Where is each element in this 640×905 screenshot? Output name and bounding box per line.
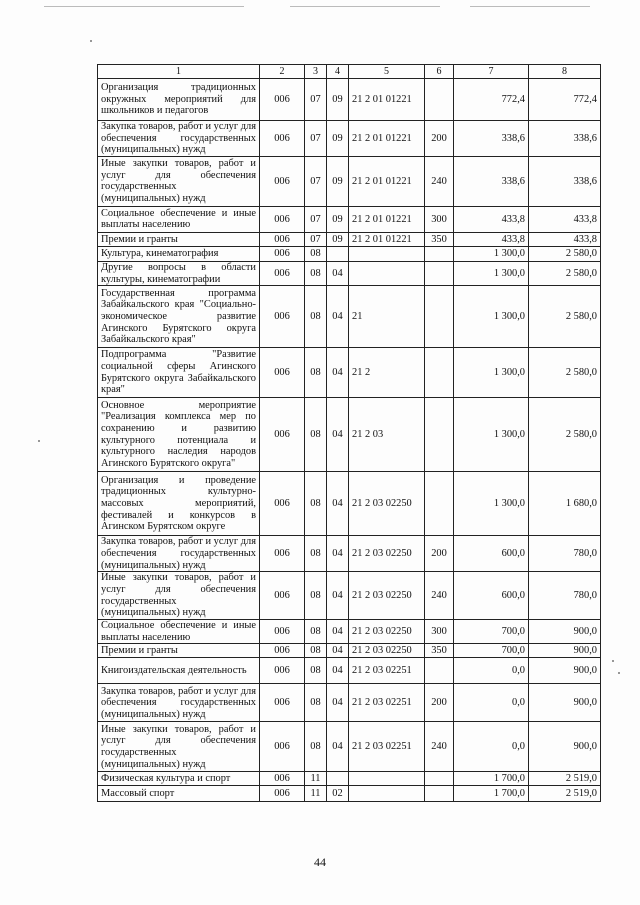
- cell-sum-2: 2 580,0: [529, 398, 601, 472]
- cell-name: Премии и гранты: [98, 644, 260, 658]
- cell-csr: 21 2 03 02250: [349, 620, 425, 644]
- cell-vr: [425, 246, 454, 261]
- cell-sum-1: 700,0: [454, 620, 529, 644]
- cell-csr: [349, 786, 425, 802]
- cell-csr: 21 2 01 01221: [349, 206, 425, 232]
- cell-sum-2: 900,0: [529, 658, 601, 684]
- cell-rz: 07: [305, 79, 327, 121]
- cell-ved: 006: [260, 472, 305, 536]
- cell-ved: 006: [260, 246, 305, 261]
- cell-rz: 07: [305, 206, 327, 232]
- cell-ved: 006: [260, 572, 305, 620]
- table-row: [98, 620, 601, 644]
- column-number: 3: [305, 65, 327, 79]
- cell-vr: [425, 472, 454, 536]
- scan-speck: [612, 660, 614, 662]
- cell-sum-1: 1 300,0: [454, 246, 529, 261]
- cell-csr: 21 2: [349, 348, 425, 398]
- table-row: [98, 79, 601, 121]
- cell-rz: 08: [305, 620, 327, 644]
- table-row: [98, 246, 601, 261]
- cell-ved: 006: [260, 206, 305, 232]
- cell-vr: [425, 786, 454, 802]
- cell-csr: 21 2 01 01221: [349, 121, 425, 157]
- cell-vr: 200: [425, 121, 454, 157]
- cell-sum-1: 600,0: [454, 572, 529, 620]
- table-row: [98, 261, 601, 285]
- cell-ved: 006: [260, 261, 305, 285]
- cell-sum-2: 900,0: [529, 684, 601, 722]
- cell-sum-1: 1 700,0: [454, 772, 529, 786]
- table-row: [98, 472, 601, 536]
- cell-vr: [425, 398, 454, 472]
- cell-sum-1: 0,0: [454, 658, 529, 684]
- table-row: [98, 121, 601, 157]
- cell-pr: 04: [327, 472, 349, 536]
- scan-edge-mark: [44, 6, 244, 7]
- cell-pr: 04: [327, 620, 349, 644]
- cell-name: Книгоиздательская деятельность: [98, 658, 260, 684]
- cell-ved: 006: [260, 658, 305, 684]
- cell-rz: 07: [305, 232, 327, 246]
- cell-sum-2: 2 580,0: [529, 246, 601, 261]
- cell-pr: 09: [327, 232, 349, 246]
- cell-ved: 006: [260, 772, 305, 786]
- cell-name: Государственная программа Забайкальского края "Социально-экономическое развитие Агинского Бурятского округа Забайкальского края": [98, 286, 260, 348]
- cell-sum-2: 338,6: [529, 121, 601, 157]
- cell-sum-1: 1 300,0: [454, 286, 529, 348]
- cell-ved: 006: [260, 644, 305, 658]
- cell-pr: 04: [327, 684, 349, 722]
- cell-rz: 08: [305, 644, 327, 658]
- cell-name: Иные закупки товаров, работ и услуг для обеспечения государственных (муниципальных) нужд: [98, 722, 260, 772]
- column-number: 5: [349, 65, 425, 79]
- cell-rz: 08: [305, 261, 327, 285]
- cell-sum-1: 433,8: [454, 206, 529, 232]
- cell-sum-1: 0,0: [454, 684, 529, 722]
- cell-pr: 09: [327, 156, 349, 206]
- cell-sum-2: 900,0: [529, 722, 601, 772]
- scan-edge-mark: [470, 6, 590, 7]
- cell-sum-1: 1 700,0: [454, 786, 529, 802]
- cell-name: Социальное обеспечение и иные выплаты населению: [98, 620, 260, 644]
- table-row: [98, 684, 601, 722]
- cell-pr: 04: [327, 658, 349, 684]
- cell-name: Другие вопросы в области культуры, кинематографии: [98, 261, 260, 285]
- budget-table: [97, 64, 601, 802]
- cell-name: Закупка товаров, работ и услуг для обеспечения государственных (муниципальных) нужд: [98, 536, 260, 572]
- table-row: [98, 786, 601, 802]
- cell-sum-1: 700,0: [454, 644, 529, 658]
- cell-sum-1: 433,8: [454, 232, 529, 246]
- table-row: [98, 658, 601, 684]
- cell-sum-2: 900,0: [529, 644, 601, 658]
- cell-vr: 240: [425, 156, 454, 206]
- cell-vr: [425, 261, 454, 285]
- cell-vr: 350: [425, 232, 454, 246]
- cell-sum-1: 338,6: [454, 121, 529, 157]
- cell-rz: 11: [305, 772, 327, 786]
- table-row: [98, 536, 601, 572]
- cell-vr: [425, 348, 454, 398]
- cell-ved: 006: [260, 232, 305, 246]
- cell-rz: 08: [305, 572, 327, 620]
- cell-name: Организация и проведение традиционных культурно-массовых мероприятий, фестивалей и конкурсов в Агинском Бурятском округе: [98, 472, 260, 536]
- cell-name: Социальное обеспечение и иные выплаты населению: [98, 206, 260, 232]
- table-row: [98, 644, 601, 658]
- cell-name: Организация традиционных окружных мероприятий для школьников и педагогов: [98, 79, 260, 121]
- cell-csr: 21 2 01 01221: [349, 232, 425, 246]
- cell-pr: 02: [327, 786, 349, 802]
- cell-sum-1: 772,4: [454, 79, 529, 121]
- cell-rz: 08: [305, 246, 327, 261]
- cell-sum-2: 780,0: [529, 572, 601, 620]
- cell-rz: 08: [305, 472, 327, 536]
- cell-csr: 21 2 03 02251: [349, 684, 425, 722]
- cell-csr: 21 2 03 02250: [349, 644, 425, 658]
- cell-sum-2: 2 580,0: [529, 261, 601, 285]
- cell-name: Премии и гранты: [98, 232, 260, 246]
- cell-ved: 006: [260, 684, 305, 722]
- table-row: [98, 572, 601, 620]
- cell-vr: [425, 79, 454, 121]
- cell-name: Подпрограмма "Развитие социальной сферы Агинского Бурятского округа Забайкальского края": [98, 348, 260, 398]
- table-row: [98, 286, 601, 348]
- cell-csr: 21 2 01 01221: [349, 156, 425, 206]
- cell-sum-2: 2 519,0: [529, 786, 601, 802]
- column-number: 7: [454, 65, 529, 79]
- cell-rz: 11: [305, 786, 327, 802]
- cell-pr: 04: [327, 644, 349, 658]
- cell-csr: [349, 246, 425, 261]
- budget-table-body: [98, 65, 601, 802]
- cell-pr: 04: [327, 536, 349, 572]
- cell-name: Массовый спорт: [98, 786, 260, 802]
- cell-sum-2: 433,8: [529, 232, 601, 246]
- cell-vr: 240: [425, 722, 454, 772]
- cell-rz: 08: [305, 684, 327, 722]
- table-row: [98, 232, 601, 246]
- cell-ved: 006: [260, 286, 305, 348]
- cell-sum-2: 2 519,0: [529, 772, 601, 786]
- cell-csr: [349, 261, 425, 285]
- cell-pr: 09: [327, 79, 349, 121]
- cell-ved: 006: [260, 121, 305, 157]
- table-row: [98, 156, 601, 206]
- table-row: [98, 206, 601, 232]
- column-number: 6: [425, 65, 454, 79]
- column-numbers-row: [98, 65, 601, 79]
- cell-name: Иные закупки товаров, работ и услуг для обеспечения государственных (муниципальных) нужд: [98, 156, 260, 206]
- cell-sum-2: 900,0: [529, 620, 601, 644]
- cell-rz: 08: [305, 722, 327, 772]
- cell-name: Физическая культура и спорт: [98, 772, 260, 786]
- cell-vr: 300: [425, 206, 454, 232]
- cell-vr: 240: [425, 572, 454, 620]
- cell-rz: 08: [305, 658, 327, 684]
- page-number: 44: [314, 855, 326, 869]
- table-row: [98, 348, 601, 398]
- cell-pr: 04: [327, 348, 349, 398]
- cell-sum-2: 1 680,0: [529, 472, 601, 536]
- cell-name: Основное мероприятие "Реализация комплекса мер по сохранению и развитию культурного потенциала и культурного наследия народов Агинского Бурятского округа": [98, 398, 260, 472]
- cell-csr: [349, 772, 425, 786]
- cell-csr: 21 2 03 02250: [349, 572, 425, 620]
- cell-rz: 07: [305, 121, 327, 157]
- cell-sum-1: 1 300,0: [454, 398, 529, 472]
- cell-sum-1: 600,0: [454, 536, 529, 572]
- cell-sum-2: 433,8: [529, 206, 601, 232]
- cell-vr: 200: [425, 684, 454, 722]
- cell-pr: 04: [327, 722, 349, 772]
- cell-sum-1: 0,0: [454, 722, 529, 772]
- cell-pr: 04: [327, 398, 349, 472]
- cell-csr: 21 2 03: [349, 398, 425, 472]
- cell-pr: [327, 246, 349, 261]
- cell-vr: 300: [425, 620, 454, 644]
- cell-sum-2: 338,6: [529, 156, 601, 206]
- cell-csr: 21 2 01 01221: [349, 79, 425, 121]
- cell-ved: 006: [260, 620, 305, 644]
- cell-csr: 21 2 03 02251: [349, 658, 425, 684]
- cell-pr: [327, 772, 349, 786]
- column-number: 8: [529, 65, 601, 79]
- cell-pr: 04: [327, 572, 349, 620]
- cell-ved: 006: [260, 722, 305, 772]
- column-number: 1: [98, 65, 260, 79]
- cell-sum-2: 2 580,0: [529, 286, 601, 348]
- cell-sum-1: 1 300,0: [454, 472, 529, 536]
- cell-sum-2: 772,4: [529, 79, 601, 121]
- cell-sum-1: 1 300,0: [454, 348, 529, 398]
- cell-name: Закупка товаров, работ и услуг для обеспечения государственных (муниципальных) нужд: [98, 684, 260, 722]
- cell-vr: [425, 658, 454, 684]
- cell-vr: 350: [425, 644, 454, 658]
- cell-ved: 006: [260, 536, 305, 572]
- column-number: 4: [327, 65, 349, 79]
- cell-rz: 08: [305, 536, 327, 572]
- scan-speck: [90, 40, 92, 42]
- cell-sum-1: 338,6: [454, 156, 529, 206]
- cell-ved: 006: [260, 398, 305, 472]
- cell-vr: [425, 286, 454, 348]
- cell-pr: 09: [327, 121, 349, 157]
- scan-speck: [618, 672, 620, 674]
- table-row: [98, 398, 601, 472]
- cell-vr: 200: [425, 536, 454, 572]
- cell-name: Культура, кинематография: [98, 246, 260, 261]
- cell-csr: 21 2 03 02250: [349, 536, 425, 572]
- scan-edge-mark: [290, 6, 440, 7]
- cell-sum-1: 1 300,0: [454, 261, 529, 285]
- cell-ved: 006: [260, 348, 305, 398]
- cell-ved: 006: [260, 79, 305, 121]
- table-row: [98, 722, 601, 772]
- cell-ved: 006: [260, 156, 305, 206]
- cell-vr: [425, 772, 454, 786]
- cell-rz: 08: [305, 398, 327, 472]
- cell-sum-2: 780,0: [529, 536, 601, 572]
- cell-sum-2: 2 580,0: [529, 348, 601, 398]
- cell-name: Иные закупки товаров, работ и услуг для обеспечения государственных (муниципальных) нужд: [98, 572, 260, 620]
- cell-csr: 21 2 03 02250: [349, 472, 425, 536]
- cell-name: Закупка товаров, работ и услуг для обеспечения государственных (муниципальных) нужд: [98, 121, 260, 157]
- scan-speck: [38, 440, 40, 442]
- cell-pr: 04: [327, 261, 349, 285]
- column-number: 2: [260, 65, 305, 79]
- cell-csr: 21 2 03 02251: [349, 722, 425, 772]
- cell-rz: 08: [305, 348, 327, 398]
- cell-csr: 21: [349, 286, 425, 348]
- cell-rz: 07: [305, 156, 327, 206]
- cell-rz: 08: [305, 286, 327, 348]
- cell-pr: 04: [327, 286, 349, 348]
- cell-ved: 006: [260, 786, 305, 802]
- cell-pr: 09: [327, 206, 349, 232]
- table-row: [98, 772, 601, 786]
